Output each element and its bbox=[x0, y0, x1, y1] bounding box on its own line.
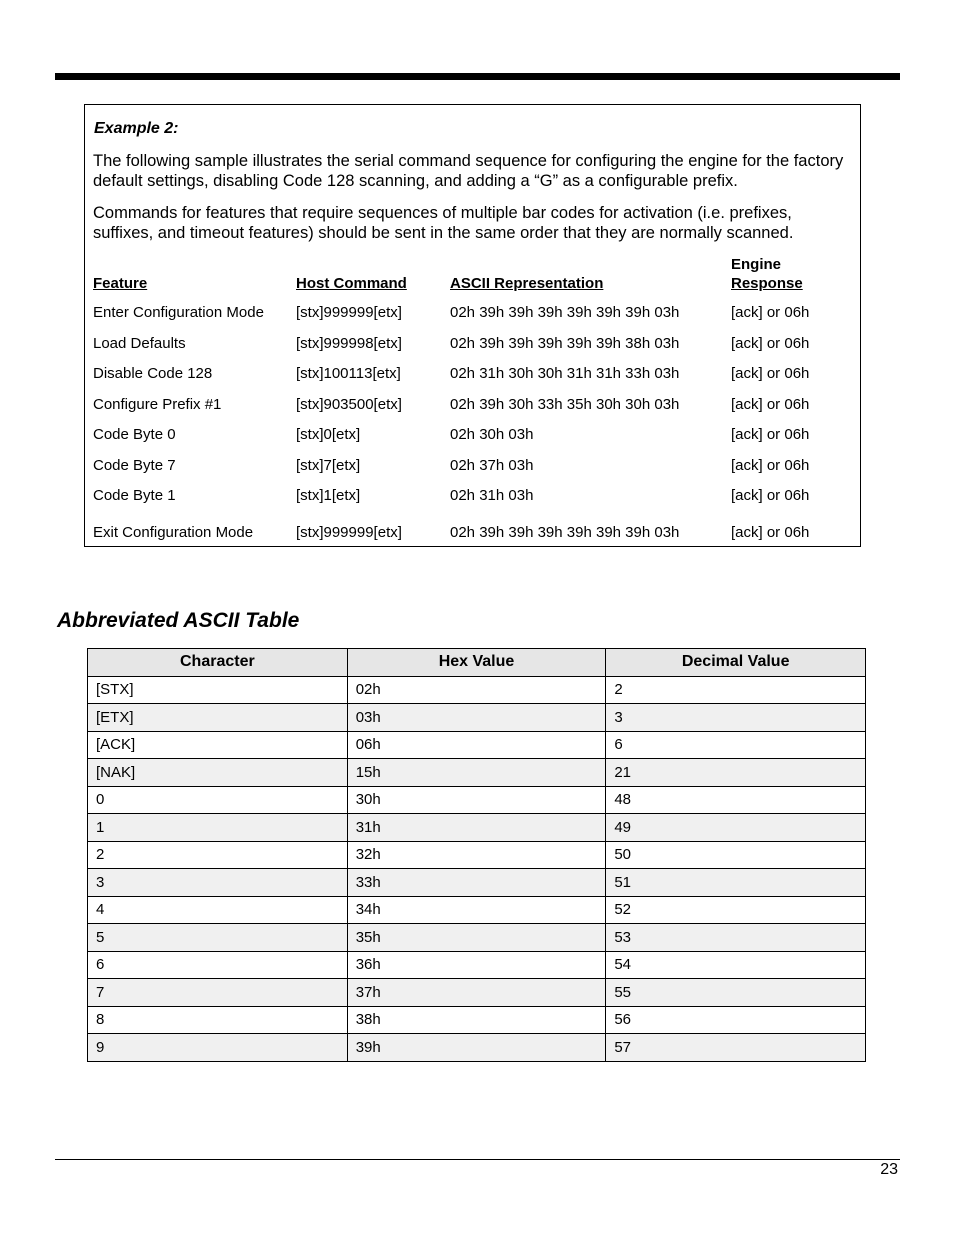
cell-hex: 38h bbox=[347, 1006, 606, 1034]
example-title: Example 2: bbox=[94, 120, 179, 137]
cell-character: [NAK] bbox=[88, 759, 348, 787]
cell-hex: 39h bbox=[347, 1034, 606, 1062]
cell-hex: 35h bbox=[347, 924, 606, 952]
cell-character: 7 bbox=[88, 979, 348, 1007]
row-host-command: [stx]7[etx] bbox=[296, 457, 361, 474]
row-ascii: 02h 31h 30h 30h 31h 31h 33h 03h bbox=[450, 365, 680, 382]
row-ascii: 02h 37h 03h bbox=[450, 457, 534, 474]
top-rule bbox=[55, 73, 900, 80]
header-decimal-value: Decimal Value bbox=[606, 649, 866, 677]
cell-decimal: 54 bbox=[606, 951, 866, 979]
row-host-command: [stx]1[etx] bbox=[296, 487, 361, 504]
row-feature: Configure Prefix #1 bbox=[93, 396, 222, 413]
table-row bbox=[88, 841, 866, 869]
cell-decimal: 52 bbox=[606, 896, 866, 924]
cell-hex: 37h bbox=[347, 979, 606, 1007]
row-feature: Enter Configuration Mode bbox=[93, 304, 264, 321]
row-ascii: 02h 31h 03h bbox=[450, 487, 534, 504]
row-host-command: [stx]999999[etx] bbox=[296, 524, 402, 541]
table-row bbox=[88, 731, 866, 759]
table-row bbox=[88, 979, 866, 1007]
section-title: Abbreviated ASCII Table bbox=[57, 609, 300, 632]
command-row bbox=[85, 524, 860, 544]
cell-hex: 32h bbox=[347, 841, 606, 869]
cell-hex: 34h bbox=[347, 896, 606, 924]
cell-decimal: 56 bbox=[606, 1006, 866, 1034]
command-row bbox=[85, 304, 860, 324]
cell-decimal: 2 bbox=[606, 676, 866, 704]
row-host-command: [stx]999998[etx] bbox=[296, 335, 402, 352]
cell-character: 2 bbox=[88, 841, 348, 869]
header-feature: Feature bbox=[93, 275, 148, 292]
cell-character: 6 bbox=[88, 951, 348, 979]
cell-decimal: 53 bbox=[606, 924, 866, 952]
table-row bbox=[88, 814, 866, 842]
row-feature: Load Defaults bbox=[93, 335, 186, 352]
cell-decimal: 48 bbox=[606, 786, 866, 814]
header-host-command: Host Command bbox=[296, 275, 407, 292]
row-feature: Code Byte 1 bbox=[93, 487, 176, 504]
header-hex-value: Hex Value bbox=[347, 649, 606, 677]
row-ascii: 02h 30h 03h bbox=[450, 426, 534, 443]
cell-character: 3 bbox=[88, 869, 348, 897]
cell-decimal: 3 bbox=[606, 704, 866, 732]
row-host-command: [stx]903500[etx] bbox=[296, 396, 402, 413]
cell-hex: 36h bbox=[347, 951, 606, 979]
row-response: [ack] or 06h bbox=[731, 457, 810, 474]
row-feature: Code Byte 0 bbox=[93, 426, 176, 443]
cell-character: 8 bbox=[88, 1006, 348, 1034]
row-response: [ack] or 06h bbox=[731, 524, 810, 541]
header-engine-line2: Response bbox=[731, 275, 803, 292]
cell-hex: 33h bbox=[347, 869, 606, 897]
command-row bbox=[85, 396, 860, 416]
cell-character: 9 bbox=[88, 1034, 348, 1062]
row-ascii: 02h 39h 30h 33h 35h 30h 30h 03h bbox=[450, 396, 680, 413]
cell-decimal: 51 bbox=[606, 869, 866, 897]
row-feature: Disable Code 128 bbox=[93, 365, 213, 382]
header-engine-line1: Engine bbox=[731, 256, 782, 273]
row-response: [ack] or 06h bbox=[731, 365, 810, 382]
command-row bbox=[85, 457, 860, 477]
table-row bbox=[88, 1006, 866, 1034]
table-row bbox=[88, 896, 866, 924]
example-box bbox=[84, 104, 861, 547]
cell-hex: 15h bbox=[347, 759, 606, 787]
command-row bbox=[85, 335, 860, 355]
cell-character: 5 bbox=[88, 924, 348, 952]
bottom-rule bbox=[55, 1159, 900, 1160]
cell-decimal: 6 bbox=[606, 731, 866, 759]
table-row bbox=[88, 951, 866, 979]
table-row bbox=[88, 704, 866, 732]
row-host-command: [stx]100113[etx] bbox=[296, 365, 401, 382]
cell-decimal: 49 bbox=[606, 814, 866, 842]
page-number: 23 bbox=[880, 1161, 898, 1178]
example-paragraph-2: Commands for features that require sequences of multiple bar codes for activation (i.e. prefixes, suffixes, and timeout features) should be sent in the same order that they are normally scanned. bbox=[93, 204, 794, 242]
cell-character: [ACK] bbox=[88, 731, 348, 759]
command-row bbox=[85, 426, 860, 446]
cell-hex: 02h bbox=[347, 676, 606, 704]
header-ascii-representation: ASCII Representation bbox=[450, 275, 604, 292]
cell-hex: 03h bbox=[347, 704, 606, 732]
table-row bbox=[88, 924, 866, 952]
cell-decimal: 57 bbox=[606, 1034, 866, 1062]
row-ascii: 02h 39h 39h 39h 39h 39h 39h 03h bbox=[450, 524, 680, 541]
table-row bbox=[88, 786, 866, 814]
table-row bbox=[88, 676, 866, 704]
example-paragraph-1: The following sample illustrates the serial command sequence for configuring the engine for the factory default settings, disabling Code 128 scanning, and adding a “G” as a configurable prefix. bbox=[93, 152, 844, 190]
cell-character: 4 bbox=[88, 896, 348, 924]
header-engine-response bbox=[731, 255, 803, 293]
cell-decimal: 50 bbox=[606, 841, 866, 869]
cell-hex: 30h bbox=[347, 786, 606, 814]
cell-character: [STX] bbox=[88, 676, 348, 704]
row-response: [ack] or 06h bbox=[731, 487, 810, 504]
table-row bbox=[88, 869, 866, 897]
cell-character: 1 bbox=[88, 814, 348, 842]
row-host-command: [stx]999999[etx] bbox=[296, 304, 402, 321]
cell-decimal: 21 bbox=[606, 759, 866, 787]
cell-hex: 31h bbox=[347, 814, 606, 842]
row-feature: Exit Configuration Mode bbox=[93, 524, 254, 541]
cell-decimal: 55 bbox=[606, 979, 866, 1007]
row-response: [ack] or 06h bbox=[731, 396, 810, 413]
cell-character: 0 bbox=[88, 786, 348, 814]
row-response: [ack] or 06h bbox=[731, 335, 810, 352]
row-response: [ack] or 06h bbox=[731, 426, 810, 443]
row-feature: Code Byte 7 bbox=[93, 457, 176, 474]
row-host-command: [stx]0[etx] bbox=[296, 426, 361, 443]
ascii-table bbox=[87, 648, 866, 1062]
table-row bbox=[88, 759, 866, 787]
row-ascii: 02h 39h 39h 39h 39h 39h 38h 03h bbox=[450, 335, 680, 352]
table-header-row bbox=[88, 649, 866, 677]
row-response: [ack] or 06h bbox=[731, 304, 810, 321]
cell-character: [ETX] bbox=[88, 704, 348, 732]
header-character: Character bbox=[88, 649, 348, 677]
table-row bbox=[88, 1034, 866, 1062]
command-row bbox=[85, 487, 860, 507]
cell-hex: 06h bbox=[347, 731, 606, 759]
row-ascii: 02h 39h 39h 39h 39h 39h 39h 03h bbox=[450, 304, 680, 321]
command-row bbox=[85, 365, 860, 385]
